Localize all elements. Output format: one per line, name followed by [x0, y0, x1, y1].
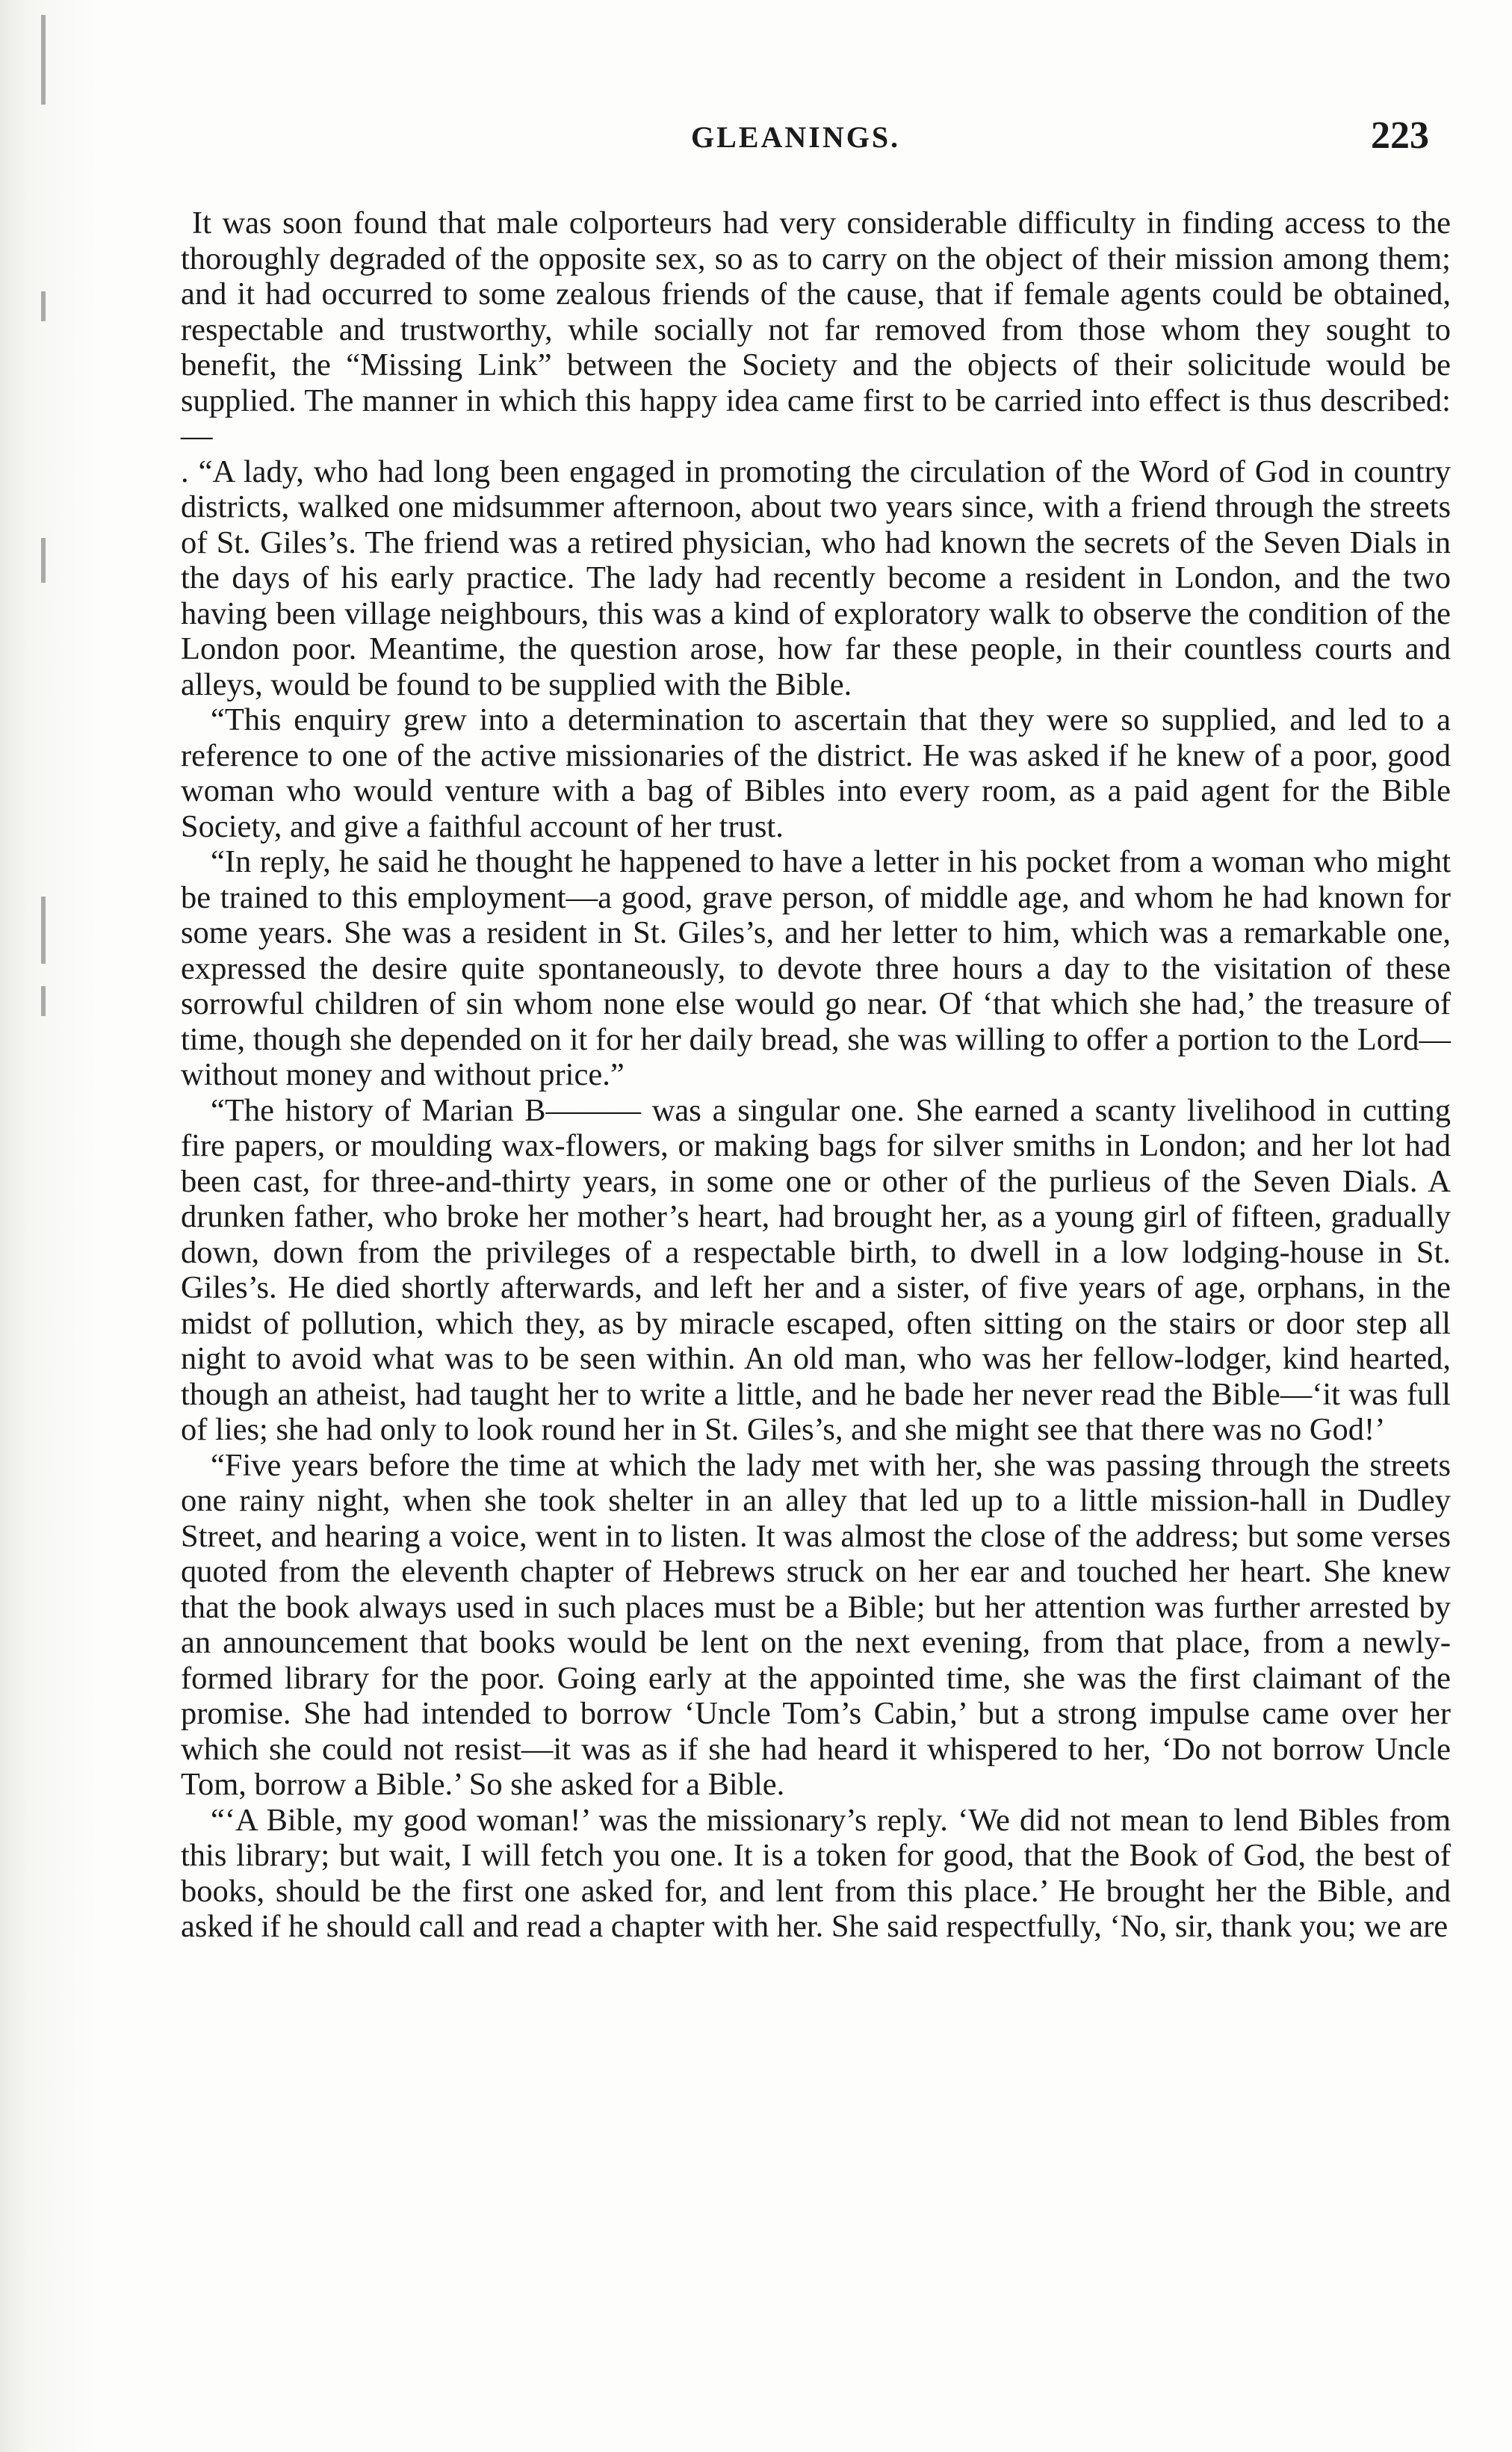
paragraph: “Five years before the time at which the lady met with her, she was passing through the streets one rainy night, when she took shelter in an alley that led up to a little mission-hall in Dudley Street, and hearing a voice, went in to listen. It was almost the close of the address; but some verses quoted from the eleventh chapter of Hebrews struck on her ear and touched her heart. She knew that the book always used in such places must be a Bible; but her attention was further arrested by an announcement that books would be lent on the next evening, from that place, from a newly-formed library for the poor. Going early at the appointed time, she was the first claimant of the promise. She had intended to borrow ‘Uncle Tom’s Cabin,’ but a strong impulse came over her which she could not resist—it was as if she had heard it whispered to her, ‘Do not borrow Uncle Tom, borrow a Bible.’ So she asked for a Bible.: [181, 1447, 1451, 1802]
gutter-mark: [41, 291, 46, 321]
page-header: [0, 114, 1512, 164]
gutter-mark: [41, 986, 46, 1016]
binding-gutter: [0, 0, 97, 2452]
paragraph: “‘A Bible, my good woman!’ was the missionary’s reply. ‘We did not mean to lend Bibles from this library; but wait, I will fetch you one. It is a token for good, that the Book of God, the best of books, should be the first one asked for, and lent from this place.’ He brought her the Bible, and asked if he should call and read a chapter with her. She said respectfully, ‘No, sir, thank you; we are: [181, 1802, 1451, 1944]
paragraph: “This enquiry grew into a determination to ascertain that they were so supplied, and led to a reference to one of the active missionaries of the district. He was asked if he knew of a poor, good woman who would venture with a bag of Bibles into every room, as a paid agent for the Bible Society, and give a faithful account of her trust.: [181, 702, 1451, 844]
running-title: GLEANINGS.: [691, 120, 901, 154]
paragraph: . “A lady, who had long been engaged in promoting the circulation of the Word of God in country districts, walked one midsummer afternoon, about two years since, with a friend through the streets of St. Giles’s. The friend was a retired physician, who had known the secrets of the Seven Dials in the days of his early practice. The lady had recently become a resident in London, and the two having been village neighbours, this was a kind of exploratory walk to observe the condition of the London poor. Meantime, the question arose, how far these people, in their countless courts and alleys, would be found to be supplied with the Bible.: [181, 453, 1451, 702]
page-number: 223: [1371, 114, 1429, 157]
gutter-mark: [41, 897, 46, 964]
paragraph: It was soon found that male colporteurs had very considerable difficulty in finding access to the thoroughly degraded of the opposite sex, so as to carry on the object of their mission among them; and it had occurred to some zealous friends of the cause, that if female agents could be obtained, respectable and trustworthy, while socially not far removed from those whom they sought to benefit, the “Missing Link” between the Society and the objects of their solicitude would be supplied. The manner in which this happy idea came first to be carried into effect is thus described: —: [181, 205, 1451, 453]
gutter-mark: [41, 15, 46, 105]
paragraph: “In reply, he said he thought he happened to have a letter in his pocket from a woman who might be trained to this employment—a good, grave person, of middle age, and whom he had known for some years. She was a resident in St. Giles’s, and her letter to him, which was a remarkable one, expressed the desire quite spontaneously, to devote three hours a day to the visitation of these sorrowful children of sin whom none else would go near. Of ‘that which she had,’ the treasure of time, though she depended on it for her daily bread, she was willing to offer a portion to the Lord—without money and without price.”: [181, 844, 1451, 1092]
body-text: [181, 205, 1451, 1945]
gutter-mark: [41, 538, 46, 583]
paragraph: “The history of Marian B——— was a singular one. She earned a scanty livelihood in cutting fire papers, or moulding wax-flowers, or making bags for silver smiths in London; and her lot had been cast, for three-and-thirty years, in some one or other of the purlieus of the Seven Dials. A drunken father, who broke her mother’s heart, had brought her, as a young girl of fifteen, gradually down, down from the privileges of a respectable birth, to dwell in a low lodging-house in St. Giles’s. He died shortly afterwards, and left her and a sister, of five years of age, orphans, in the midst of pollution, which they, as by miracle escaped, often sitting on the stairs or door step all night to avoid what was to be seen within. An old man, who was her fellow-lodger, kind hearted, though an atheist, had taught her to write a little, and he bade her never read the Bible—‘it was full of lies; she had only to look round her in St. Giles’s, and she might see that there was no God!’: [181, 1092, 1451, 1447]
